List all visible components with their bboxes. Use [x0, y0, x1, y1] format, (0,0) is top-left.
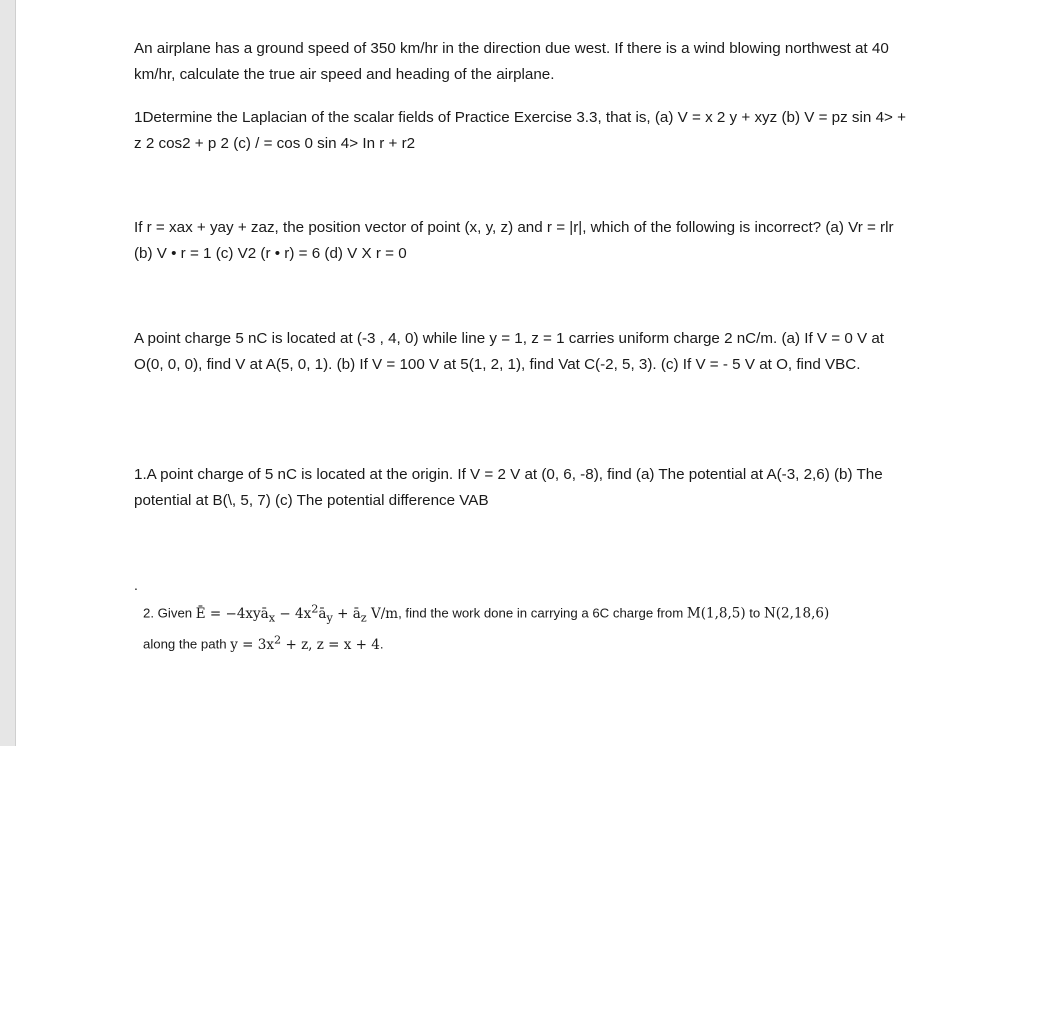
paragraph-airplane: An airplane has a ground speed of 350 km/hr in the direction due west. If there is a wind blowing northwest at 40 km/hr, calculate the true air speed and heading of the airplane.	[134, 40, 889, 83]
paragraph-laplacian: 1Determine the Laplacian of the scalar fields of Practice Exercise 3.3, that is, (a) V = x 2 y + xyz (b) V = pz sin 4> + z 2 cos2 + p 2 (c) / = cos 0 sin 4> In r + r2	[134, 109, 906, 152]
point-n: N(2,18,6)	[763, 605, 830, 622]
paragraph-point-charge-line: A point charge 5 nC is located at (-3 , 4, 0) while line y = 1, z = 1 carries uniform charge 2 nC/m. (a) If V = 0 V at O(0, 0, 0), find V at A(5, 0, 1). (b) If V = 100 V at 5(1, 2, 1), find Vat C(-2, 5, 3). (c) If V = - 5 V at O, find VBC.	[134, 330, 885, 373]
separator-dot: .	[134, 577, 138, 593]
problem-number: 2. Given	[143, 605, 196, 621]
field-expression: Ē = −4xyā$_x$ − $4x^2ā_y$ + $ā_z$ V/m	[195, 602, 399, 625]
paragraph-point-charge-origin: 1.A point charge of 5 nC is located at the origin. If V = 2 V at (0, 6, -8), find (a) The potential at A(-3, 2,6) (b) The potential at B(\, 5, 7) (c) The potential difference VAB	[134, 466, 883, 509]
page-margin-bar	[0, 0, 16, 746]
paragraph-work-done: 2. Given Ē = −4xyā$_x$ − $4x^2ā_y$ + $ā_z$ V/m, find the work done in carrying a 6C charge from M(1,8,5) to N(2,18,6) along the path $y = 3x^2 + z$, z = x + 4.	[143, 602, 830, 653]
path-expression: $y = 3x^2 + z$, z = x + 4	[230, 633, 380, 653]
paragraph-position-vector: If r = xax + yay + zaz, the position vector of point (x, y, z) and r = |r|, which of the following is incorrect? (a) Vr = rlr (b) V • r = 1 (c) V2 (r • r) = 6 (d) V X r = 0	[134, 219, 894, 262]
point-m: M(1,8,5)	[686, 605, 746, 622]
